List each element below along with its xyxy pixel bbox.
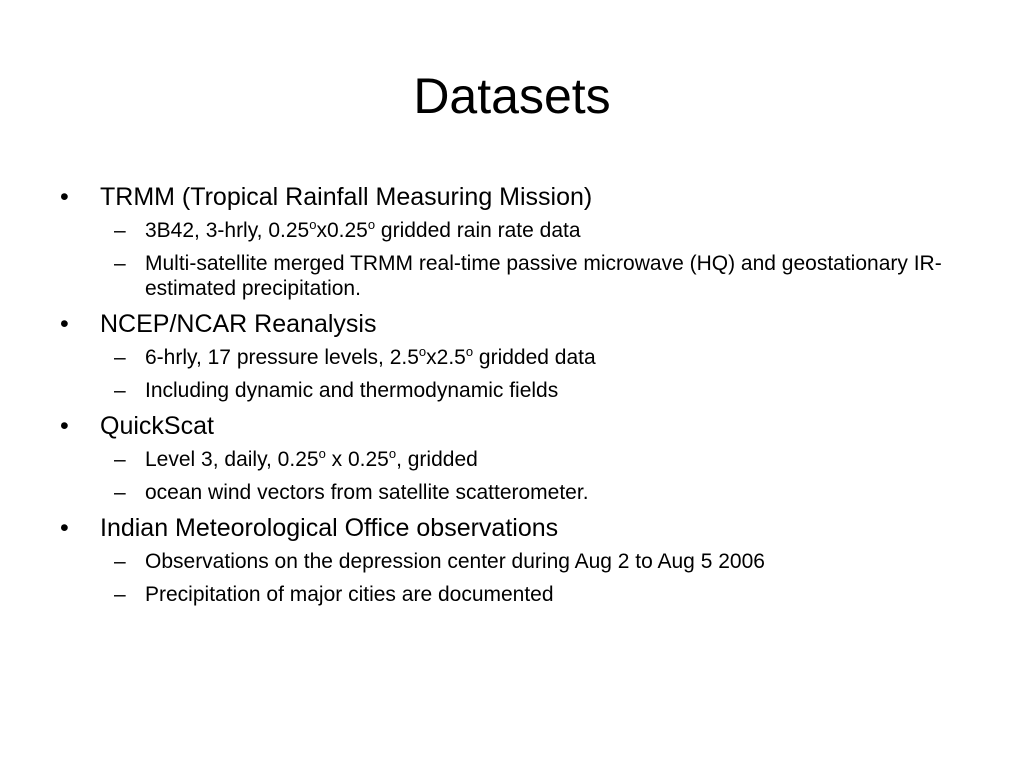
dash-icon: – <box>114 252 126 275</box>
dash-icon: – <box>114 346 126 369</box>
bullet-trmm <box>60 181 980 213</box>
sub-bullet-quickscat-vectors: – ocean wind vectors from satellite scatterometer. <box>114 481 589 504</box>
bullet-quickscat <box>60 410 980 442</box>
slide-content <box>60 181 980 607</box>
dash-icon: – <box>114 550 126 573</box>
dash-icon: – <box>114 583 126 606</box>
dash-icon: – <box>114 219 126 242</box>
bullet-text: TRMM (Tropical Rainfall Measuring Mission) <box>100 183 593 211</box>
dash-icon: – <box>114 448 126 471</box>
sub-bullet-ncep-resolution: – 6-hrly, 17 pressure levels, 2.5$^o$x2.5$^o$ gridded data <box>114 344 596 369</box>
bullet-text: Indian Meteorological Office observations <box>100 514 559 542</box>
bullet-text: QuickScat <box>100 412 214 440</box>
bullet-dot-icon: • <box>60 183 69 211</box>
sub-bullet-ncep-fields: – Including dynamic and thermodynamic fields <box>114 379 559 402</box>
bullet-dot-icon: • <box>60 310 69 338</box>
dash-icon: – <box>114 481 126 504</box>
sub-bullet-trmm-description: – Multi-satellite merged TRMM real-time passive microwave (HQ) and geostationary IR-estimated precipitation. <box>114 252 942 300</box>
dash-icon: – <box>114 379 126 402</box>
bullet-imd-observations <box>60 512 980 544</box>
bullet-ncep-ncar <box>60 308 980 340</box>
bullet-dot-icon: • <box>60 514 69 542</box>
slide-title: Datasets <box>413 68 611 124</box>
bullet-dot-icon: • <box>60 412 69 440</box>
bullet-text: NCEP/NCAR Reanalysis <box>100 310 377 338</box>
sub-bullet-imd-precipitation: – Precipitation of major cities are documented <box>114 583 554 606</box>
sub-bullet-quickscat-resolution: – Level 3, daily, 0.25$^o$ x 0.25$^o$, gridded <box>114 446 478 471</box>
sub-bullet-trmm-resolution: – 3B42, 3-hrly, 0.25$^o$x0.25$^o$ gridded rain rate data <box>114 217 581 242</box>
sub-bullet-imd-depression: – Observations on the depression center during Aug 2 to Aug 5 2006 <box>114 550 765 573</box>
